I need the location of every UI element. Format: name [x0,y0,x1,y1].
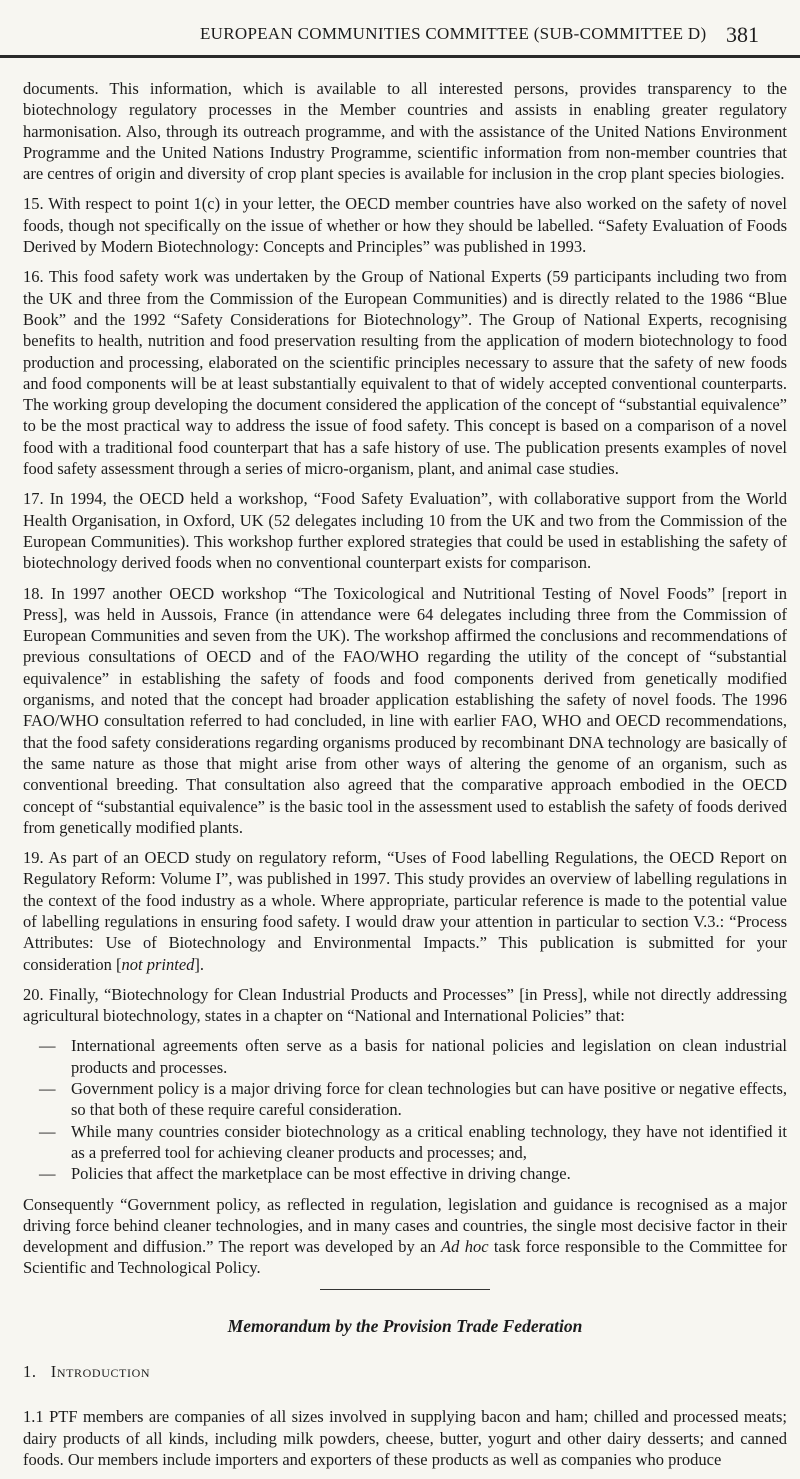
section-number: 1. [23,1362,37,1382]
conclusion-paragraph [23,1194,787,1279]
bullet-text: Policies that affect the marketplace can be most effective in driving change. [71,1164,571,1184]
paragraph-19 [23,847,787,975]
conclusion-italic: Ad hoc [441,1237,489,1257]
policy-bullet-list [23,1035,787,1184]
paragraph-20: 20. Finally, “Biotechnology for Clean Industrial Products and Processes” [in Press], while not directly addressing agricultural biotechnology, states in a chapter on “National and International Policies” that: [23,984,787,1026]
bullet-item [23,1078,787,1121]
paragraph-18: 18. In 1997 another OECD workshop “The Toxicological and Nutritional Testing of Novel Foods” [report in Press], was held in Aussois, France (in attendance were 64 delegates including three from the Commission of European Communities and seven from the UK). The workshop affirmed the conclusions and recommendations of previous consultations of OECD and of the FAO/WHO regarding the utility of the concept of “substantial equivalence” in establishing the safety of foods and food components derived from genetically modified organisms, and noted that the concept had broader application establishing the safety of novel foods. The 1996 FAO/WHO consultation referred to had concluded, in line with earlier FAO, WHO and OECD recommendations, that the food safety considerations regarding organisms produced by recombinant DNA technology are basically of the same nature as those that might arise from other ways of altering the genome of an organism, such as conventional breeding. That consultation also agreed that the comparative approach embodied in the OECD concept of “substantial equivalence” is the basic tool in the assessment used to establish the safety of foods derived from genetically modified plants. [23,583,787,837]
memorandum-title: Memorandum by the Provision Trade Federation [227,1315,583,1336]
bullet-text: While many countries consider biotechnology as a critical enabling technology, they have not identified it as a preferred tool for achieving cleaner products and processes; and, [71,1121,787,1162]
dash-marker: — [39,1079,56,1099]
section-divider [320,1289,490,1290]
conclusion-text-a: Consequently “Government policy, as reflected in regulation, legislation and guidance is recognised as a major driving force behind cleaner technologies, and in many cases and countries, the single most decisive factor in their development and diffusion.” The report was developed by an [23,1194,787,1257]
page-number: 381 [726,22,759,47]
bullet-item [23,1121,787,1164]
paragraph-14-continued: documents. This information, which is available to all interested persons, provides transparency to the biotechnology regulatory processes in the Member countries and assists in enabling greater regulatory harmonisation. Also, through its outreach programme, and with the assistance of the United Nations Environment Programme and the United Nations Industry Programme, scientific information from non-member countries that are centres of origin and diversity of crop plant species is available for inclusion in the crop plant species biologies. [23,79,787,184]
section-heading [23,1361,787,1382]
paragraph-1-1: 1.1 PTF members are companies of all sizes involved in supplying bacon and ham; chilled and processed meats; dairy products of all kinds, including milk powders, cheese, butter, yogurt and other dairy desserts; and canned foods. Our members include importers and exporters of these products as well as companies who produce [23,1407,787,1469]
paragraph-19-text: 19. As part of an OECD study on regulatory reform, “Uses of Food labelling Regulations, the OECD Report on Regulatory Reform: Volume I”, was published in 1997. This study provides an overview of labelling regulations in the context of the food industry as a whole. Where appropriate, particular reference is made to the potential value of labelling regulations in ensuring food safety. I would draw your attention in particular to section V.3.: “Process Attributes: Use of Biotechnology and Environmental Impacts.” This publication is submitted for your consideration [ [23,848,787,974]
header-rule [0,55,800,58]
bullet-text: International agreements often serve as a basis for national policies and legislation on clean industrial products and processes. [71,1036,787,1077]
paragraph-15: 15. With respect to point 1(c) in your letter, the OECD member countries have also worked on the safety of novel foods, though not specifically on the issue of whether or how they should be labelled. “Safety Evaluation of Foods Derived by Modern Biotechnology: Concepts and Principles” was published in 1993. [23,194,787,257]
dash-marker: — [39,1164,56,1184]
bullet-item [23,1035,787,1078]
running-header [0,0,800,58]
paragraph-16: 16. This food safety work was undertaken by the Group of National Experts (59 participants including two from the UK and three from the Commission of the European Communities) and is directly related to the 1986 “Blue Book” and the 1992 “Safety Considerations for Biotechnology”. The Group of National Experts, recognising benefits to health, nutrition and food preservation resulting from the application of modern biotechnology to food production and processing, elaborated on the scientific principles necessary to assure that the safety of new foods and food components will be at least substantially equivalent to that of widely accepted conventional counterparts. The working group developing the document considered the application of the concept of “substantial equivalence” to be the most practical way to address the issue of food safety. This concept is based on a comparison of a novel food with a traditional food counterpart that has a safe history of use. The publication presents examples of novel food safety assessment through a series of micro-organism, plant, and animal case studies. [23,267,787,479]
bullet-item [23,1163,787,1184]
page-body [23,78,787,1479]
header-title: EUROPEAN COMMUNITIES COMMITTEE (SUB-COMMITTEE D) [200,24,707,43]
paragraph-19-italic: not printed [121,954,195,974]
dash-marker: — [39,1121,56,1141]
paragraph-19-end: ]. [194,954,205,974]
paragraph-17: 17. In 1994, the OECD held a workshop, “Food Safety Evaluation”, with collaborative support from the World Health Organisation, in Oxford, UK (52 delegates including 10 from the UK and two from the Commission of the European Communities). This workshop further explored strategies that could be used in establishing the safety of biotechnology derived foods when no conventional counterpart exists for comparison. [23,489,787,573]
section-title: Introduction [50,1362,151,1382]
conclusion-text-b: task force responsible to the Committee for Scientific and Technological Policy. [23,1237,787,1278]
dash-marker: — [39,1036,56,1056]
bullet-text: Government policy is a major driving force for clean technologies but can have positive or negative effects, so that both of these require careful consideration. [71,1079,787,1120]
